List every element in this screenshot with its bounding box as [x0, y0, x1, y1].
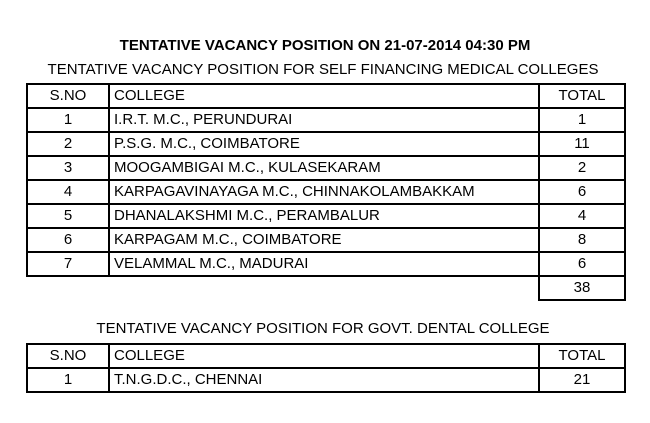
- row-sno: 4: [27, 180, 109, 204]
- row-college: P.S.G. M.C., COIMBATORE: [109, 132, 539, 156]
- table-row: [27, 252, 625, 276]
- self-financing-vacancy-table: [26, 83, 626, 301]
- header-college: COLLEGE: [109, 344, 539, 368]
- table-row: [27, 368, 625, 392]
- grand-total-row: [27, 276, 625, 300]
- table-row: [27, 180, 625, 204]
- row-total: 21: [539, 368, 625, 392]
- header-sno: S.NO: [27, 84, 109, 108]
- row-total: 11: [539, 132, 625, 156]
- row-total: 2: [539, 156, 625, 180]
- row-sno: 5: [27, 204, 109, 228]
- header-total: TOTAL: [539, 84, 625, 108]
- row-sno: 2: [27, 132, 109, 156]
- row-total: 6: [539, 180, 625, 204]
- header-sno: S.NO: [27, 344, 109, 368]
- row-sno: 1: [27, 108, 109, 132]
- row-college: MOOGAMBIGAI M.C., KULASEKARAM: [109, 156, 539, 180]
- row-college: DHANALAKSHMI M.C., PERAMBALUR: [109, 204, 539, 228]
- row-sno: 1: [27, 368, 109, 392]
- table-row: [27, 156, 625, 180]
- page-title: TENTATIVE VACANCY POSITION ON 21-07-2014 04:30 PM: [119, 37, 531, 54]
- row-college: T.N.G.D.C., CHENNAI: [109, 368, 539, 392]
- table-row: [27, 228, 625, 252]
- table-row: [27, 108, 625, 132]
- grand-total: 38: [539, 276, 625, 300]
- table-header-row: [27, 84, 625, 108]
- row-college: KARPAGAM M.C., COIMBATORE: [109, 228, 539, 252]
- row-college: I.R.T. M.C., PERUNDURAI: [109, 108, 539, 132]
- header-total: TOTAL: [539, 344, 625, 368]
- table-row: [27, 132, 625, 156]
- section-title-self-financing: TENTATIVE VACANCY POSITION FOR SELF FINANCING MEDICAL COLLEGES: [47, 61, 599, 78]
- table-header-row: [27, 344, 625, 368]
- row-sno: 6: [27, 228, 109, 252]
- table-row: [27, 204, 625, 228]
- row-sno: 3: [27, 156, 109, 180]
- row-college: VELAMMAL M.C., MADURAI: [109, 252, 539, 276]
- row-total: 4: [539, 204, 625, 228]
- row-sno: 7: [27, 252, 109, 276]
- section-title-govt-dental: TENTATIVE VACANCY POSITION FOR GOVT. DENTAL COLLEGE: [96, 320, 550, 337]
- row-total: 8: [539, 228, 625, 252]
- row-total: 1: [539, 108, 625, 132]
- row-college: KARPAGAVINAYAGA M.C., CHINNAKOLAMBAKKAM: [109, 180, 539, 204]
- row-total: 6: [539, 252, 625, 276]
- govt-dental-vacancy-table: [26, 343, 626, 393]
- header-college: COLLEGE: [109, 84, 539, 108]
